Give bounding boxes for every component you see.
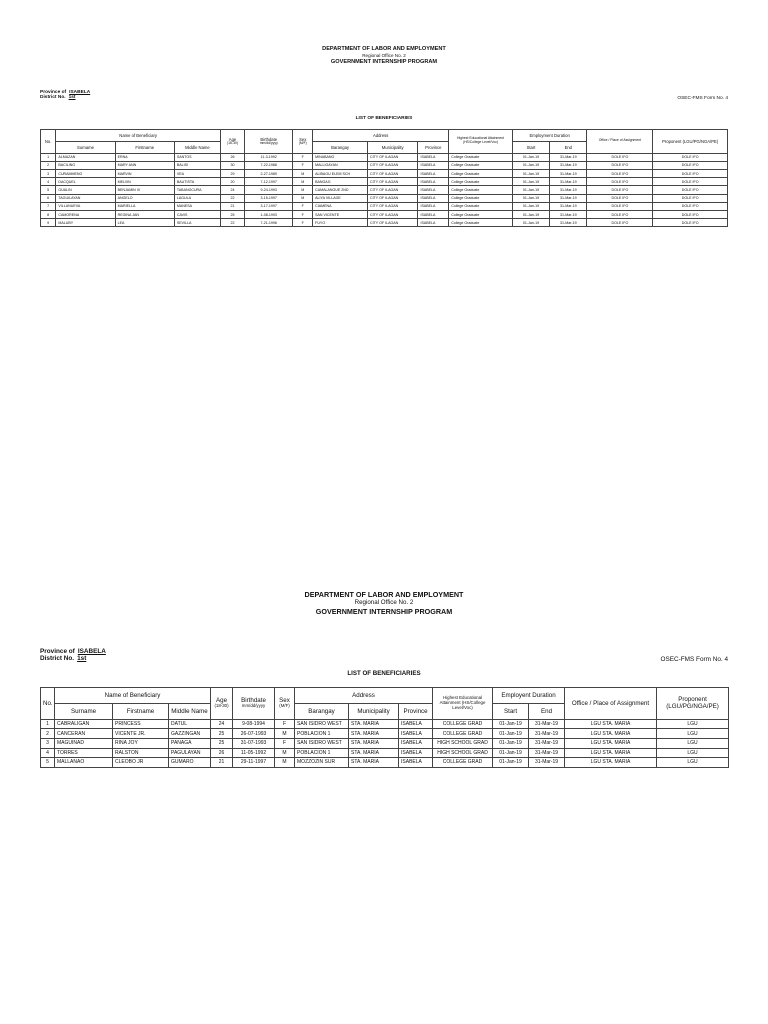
table-cell: MALLANAO <box>55 758 113 768</box>
table-cell: MALUBY <box>56 219 115 227</box>
table-cell: College Graduate <box>449 161 513 169</box>
table-cell: 25 <box>211 729 233 739</box>
col-address: Address <box>295 687 433 703</box>
table-cell: 26 <box>211 748 233 758</box>
table-row <box>41 211 728 219</box>
table-cell: PAGULAYAN <box>169 748 211 758</box>
beneficiary-form-2 <box>40 590 728 768</box>
table-cell: College Graduate <box>449 170 513 178</box>
table-cell: PANAGA <box>169 738 211 748</box>
table-row <box>41 729 729 739</box>
beneficiary-table <box>40 687 729 768</box>
col-province: Province <box>418 141 449 153</box>
table-cell: DOLE IFO <box>587 153 653 161</box>
col-province: Province <box>399 703 433 719</box>
table-cell: ISABELA <box>399 748 433 758</box>
table-cell: 31-Mar-19 <box>529 719 565 729</box>
province-label: Province of <box>40 647 75 655</box>
col-education: Highest Educational Attainment (HS/College Level/Voc) <box>433 687 493 719</box>
table-cell: MINABANG <box>313 153 368 161</box>
table-cell: F <box>275 738 295 748</box>
table-cell: STA. MARIA <box>349 738 399 748</box>
table-cell: 2 <box>41 729 55 739</box>
table-cell: DACQUEL <box>56 178 115 186</box>
table-row <box>41 758 729 768</box>
table-row <box>41 219 728 227</box>
table-cell: CITY OF ILAGAN <box>367 153 417 161</box>
col-start: Start <box>512 141 549 153</box>
table-cell: 7 <box>41 202 56 210</box>
table-cell: M <box>293 186 313 194</box>
table-cell: 31-Mar-19 <box>550 153 587 161</box>
col-name-group: Name of Beneficiary <box>55 687 211 703</box>
table-cell: LGU STA. MARIA <box>565 738 657 748</box>
table-cell: 30 <box>220 161 244 169</box>
col-surname: Surname <box>55 703 113 719</box>
table-cell: PRINCESS <box>113 719 169 729</box>
table-row <box>41 161 728 169</box>
table-row <box>41 186 728 194</box>
table-cell: BENJAMIN III <box>115 186 174 194</box>
col-end: End <box>550 141 587 153</box>
table-cell: 31-Mar-19 <box>529 729 565 739</box>
table-cell: 31-Mar-19 <box>529 738 565 748</box>
province-label: Province of <box>40 89 67 95</box>
table-cell: DOLE IFO <box>587 186 653 194</box>
table-cell: 01-Jan-19 <box>493 729 529 739</box>
table-cell: HIGH SCHOOL GRAD <box>433 748 493 758</box>
table-cell: MELVIN <box>115 178 174 186</box>
department-title: DEPARTMENT OF LABOR AND EMPLOYMENT <box>304 590 464 599</box>
col-address: Address <box>313 129 449 141</box>
table-cell: MARIELLA <box>115 202 174 210</box>
table-cell: DOLE IFO <box>587 178 653 186</box>
table-cell: CITY OF ILAGAN <box>367 219 417 227</box>
table-cell: 01-Jan-19 <box>512 219 549 227</box>
table-cell: F <box>293 161 313 169</box>
table-cell: 29 <box>220 170 244 178</box>
table-cell: ISABELA <box>399 729 433 739</box>
table-cell: DOLE IFO <box>653 202 728 210</box>
table-cell: LGU <box>657 729 729 739</box>
list-title: LIST OF BENEFICIARIES <box>355 115 413 121</box>
form-header <box>40 46 728 66</box>
table-cell: 21 <box>211 758 233 768</box>
table-cell: ANGELO <box>115 194 174 202</box>
table-cell: MARVIN <box>115 170 174 178</box>
table-cell: 7-21-1996 <box>245 219 293 227</box>
table-cell: College Graduate <box>449 211 513 219</box>
col-surname: Surname <box>56 141 115 153</box>
table-row <box>41 719 729 729</box>
table-cell: POBLACION 1 <box>295 729 349 739</box>
table-row <box>41 170 728 178</box>
table-cell: M <box>293 178 313 186</box>
table-cell: CANCERAN <box>55 729 113 739</box>
table-cell: LGU STA. MARIA <box>565 729 657 739</box>
table-cell: 31-Mar-19 <box>529 748 565 758</box>
table-cell: FUYO <box>313 219 368 227</box>
table-cell: DOLE IFO <box>653 161 728 169</box>
table-cell: College Graduate <box>449 186 513 194</box>
col-middle: Middle Name <box>169 703 211 719</box>
table-cell: 01-Jan-19 <box>512 202 549 210</box>
table-cell: STA. MARIA <box>349 719 399 729</box>
table-cell: CITY OF ILAGAN <box>367 161 417 169</box>
beneficiary-table <box>40 129 728 228</box>
table-cell: CAMALANGUE 2ND <box>313 186 368 194</box>
table-cell: ISABELA <box>418 153 449 161</box>
table-cell: ISABELA <box>399 738 433 748</box>
table-cell: CITY OF ILAGAN <box>367 170 417 178</box>
program-title: GOVERNMENT INTERNSHIP PROGRAM <box>330 58 438 65</box>
table-cell: 1 <box>41 719 55 729</box>
table-cell: REGINA JAN <box>115 211 174 219</box>
table-cell: TAGUILAYAN <box>56 194 115 202</box>
table-cell: 31-Mar-19 <box>550 202 587 210</box>
table-cell: 31-Mar-19 <box>529 758 565 768</box>
table-cell: 24 <box>220 186 244 194</box>
table-cell: 31-Mar-19 <box>550 161 587 169</box>
table-cell: 3-17-1997 <box>245 202 293 210</box>
table-cell: 24 <box>211 719 233 729</box>
table-cell: COLLEGE GRAD <box>433 729 493 739</box>
table-cell: CITY OF ILAGAN <box>367 186 417 194</box>
table-cell: 31-Mar-19 <box>550 178 587 186</box>
table-cell: 9-24-1993 <box>245 186 293 194</box>
table-cell: ERNA <box>115 153 174 161</box>
table-cell: DOLE IFO <box>587 211 653 219</box>
table-body <box>41 153 728 227</box>
table-cell: 31-Mar-19 <box>550 170 587 178</box>
col-employment: Employment Duration <box>512 129 587 141</box>
table-cell: M <box>275 729 295 739</box>
table-cell: ISABELA <box>418 186 449 194</box>
table-cell: 9-08-1994 <box>233 719 275 729</box>
table-cell: LGU STA. MARIA <box>565 719 657 729</box>
table-cell: BANGAG <box>313 178 368 186</box>
table-cell: 11-3-1992 <box>245 153 293 161</box>
table-cell: 4 <box>41 178 56 186</box>
beneficiary-form-1 <box>40 46 728 227</box>
table-cell: VICENTE JR. <box>113 729 169 739</box>
table-cell: M <box>275 758 295 768</box>
table-cell: 8 <box>41 211 56 219</box>
col-employment: Employent Duration <box>493 687 565 703</box>
table-cell: M <box>275 748 295 758</box>
table-cell: 1-08-1993 <box>245 211 293 219</box>
table-cell: ALMAZAN <box>56 153 115 161</box>
table-cell: SEVILLA <box>174 219 220 227</box>
table-cell: College Graduate <box>449 153 513 161</box>
table-cell: ISABELA <box>418 161 449 169</box>
table-cell: 01-Jan-19 <box>512 153 549 161</box>
table-cell: DOLE IFO <box>653 170 728 178</box>
col-start: Start <box>493 703 529 719</box>
table-cell: POBLACION 1 <box>295 748 349 758</box>
table-cell: M <box>293 170 313 178</box>
table-cell: CITY OF ILAGAN <box>367 211 417 219</box>
col-proponent: Proponent (LGU/PG/NGA/PE) <box>653 129 728 153</box>
col-sex: Sex (M/F) <box>293 129 313 153</box>
table-cell: 11-05-1992 <box>233 748 275 758</box>
table-body <box>41 719 729 767</box>
table-cell: 9 <box>41 219 56 227</box>
table-cell: DOLE IFO <box>653 194 728 202</box>
table-cell: 01-Jan-19 <box>493 748 529 758</box>
form-header <box>40 590 728 616</box>
table-cell: MARY ANN <box>115 161 174 169</box>
table-cell: DOLE IFO <box>587 202 653 210</box>
table-row <box>41 178 728 186</box>
table-cell: ISABELA <box>418 194 449 202</box>
table-cell: BAUTISTA <box>174 178 220 186</box>
table-cell: 4 <box>41 748 55 758</box>
table-cell: ISABELA <box>418 178 449 186</box>
table-cell: SAN ISIDRO WEST <box>295 719 349 729</box>
table-cell: MOZZOZIN SUR <box>295 758 349 768</box>
table-cell: 6 <box>41 194 56 202</box>
table-cell: STA. MARIA <box>349 758 399 768</box>
table-cell: DOLE IFO <box>653 186 728 194</box>
col-sex: Sex (M/F) <box>275 687 295 719</box>
regional-office: Regional Office No. 2 <box>362 52 406 58</box>
table-cell: 01-Jan-19 <box>512 170 549 178</box>
form-meta <box>40 90 728 114</box>
table-cell: College Graduate <box>449 194 513 202</box>
table-head <box>41 129 728 153</box>
table-row <box>41 153 728 161</box>
table-cell: CLEOBO JR <box>113 758 169 768</box>
table-cell: ALIYA VILLAGE <box>313 194 368 202</box>
table-cell: HIGH SCHOOL GRAD <box>433 738 493 748</box>
table-cell: GAZZINGAN <box>169 729 211 739</box>
table-cell: 2 <box>41 161 56 169</box>
table-cell: 31-Mar-19 <box>550 186 587 194</box>
table-cell: CABRALIGAN <box>55 719 113 729</box>
table-cell: CURAMMENG <box>56 170 115 178</box>
table-cell: CAMORENA <box>56 211 115 219</box>
district-value: 1st <box>77 654 87 662</box>
table-cell: ISABELA <box>399 719 433 729</box>
table-cell: 3 <box>41 170 56 178</box>
col-barangay: Barangay <box>295 703 349 719</box>
table-cell: STA. MARIA <box>349 748 399 758</box>
table-cell: 3-15-1997 <box>245 194 293 202</box>
table-cell: 22 <box>220 219 244 227</box>
province-value: ISABELA <box>69 89 91 95</box>
table-cell: 01-Jan-19 <box>493 738 529 748</box>
table-cell: LGU <box>657 748 729 758</box>
table-cell: LEA <box>115 219 174 227</box>
table-cell: SAN ISIDRO WEST <box>295 738 349 748</box>
department-title: DEPARTMENT OF LABOR AND EMPLOYMENT <box>322 46 446 52</box>
table-cell: F <box>293 202 313 210</box>
table-cell: College Graduate <box>449 202 513 210</box>
col-birthdate: Birthdate mm/dd/yyyy <box>233 687 275 719</box>
table-cell: COLLEGE GRAD <box>433 719 493 729</box>
table-cell: SANTOS <box>174 153 220 161</box>
table-cell: 5 <box>41 758 55 768</box>
table-row <box>41 748 729 758</box>
table-cell: 7-12-1997 <box>245 178 293 186</box>
table-cell: CITY OF ILAGAN <box>367 178 417 186</box>
table-cell: 3 <box>41 738 55 748</box>
district-label: District No. <box>40 654 75 662</box>
table-cell: LAGULA <box>174 194 220 202</box>
table-cell: DOLE IFO <box>653 219 728 227</box>
district-value: 1st <box>68 94 76 100</box>
table-row <box>41 194 728 202</box>
table-cell: 01-Jan-19 <box>512 194 549 202</box>
table-cell: MANESA <box>174 202 220 210</box>
province-value: ISABELA <box>77 647 106 655</box>
table-cell: MAGUINAD <box>55 738 113 748</box>
col-age: Age (18-30) <box>220 129 244 153</box>
col-middle: Middle Name <box>174 141 220 153</box>
table-cell: M <box>293 194 313 202</box>
table-cell: CAVIS <box>174 211 220 219</box>
table-cell: 01-Jan-19 <box>512 186 549 194</box>
col-no: No. <box>41 687 55 719</box>
regional-office: Regional Office No. 2 <box>354 599 414 606</box>
table-cell: 29-11-1997 <box>233 758 275 768</box>
table-cell: LGU <box>657 738 729 748</box>
list-title: LIST OF BENEFICIARIES <box>347 669 421 677</box>
col-end: End <box>529 703 565 719</box>
table-cell: VEA <box>174 170 220 178</box>
col-office: Office / Place of Assignment <box>565 687 657 719</box>
table-cell: 26-07-1993 <box>233 729 275 739</box>
table-cell: DOLE IFO <box>587 194 653 202</box>
program-title: GOVERNMENT INTERNSHIP PROGRAM <box>315 606 453 616</box>
table-cell: GUALIN <box>56 186 115 194</box>
table-cell: ISABELA <box>418 211 449 219</box>
table-cell: 25 <box>220 211 244 219</box>
table-cell: BACILING <box>56 161 115 169</box>
col-age: Age (18-30) <box>211 687 233 719</box>
table-cell: College Graduate <box>449 178 513 186</box>
table-cell: 5 <box>41 186 56 194</box>
form-number: OSEC-FMS Form No. 4 <box>677 95 728 101</box>
table-cell: DATUL <box>169 719 211 729</box>
table-cell: 20 <box>220 178 244 186</box>
table-cell: 01-Jan-19 <box>512 161 549 169</box>
table-cell: ISABELA <box>418 219 449 227</box>
table-cell: TORRES <box>55 748 113 758</box>
table-cell: MALLIGAYAN <box>313 161 368 169</box>
table-cell: RINA JOY <box>113 738 169 748</box>
col-municipality: Municipality <box>349 703 399 719</box>
table-cell: F <box>275 719 295 729</box>
table-cell: DOLE IFO <box>587 161 653 169</box>
table-cell: ALIBAGU ELEM SCH <box>313 170 368 178</box>
table-cell: STA. MARIA <box>349 729 399 739</box>
district-label: District No. <box>40 94 66 100</box>
table-cell: 7-22-1988 <box>245 161 293 169</box>
table-cell: 01-Jan-19 <box>493 719 529 729</box>
table-cell: ISABELA <box>399 758 433 768</box>
table-cell: DOLE IFO <box>587 170 653 178</box>
table-cell: 2-27-1989 <box>245 170 293 178</box>
table-cell: COLLEGE GRAD <box>433 758 493 768</box>
table-cell: DOLE IFO <box>653 211 728 219</box>
table-cell: 01-Jan-19 <box>493 758 529 768</box>
table-cell: F <box>293 211 313 219</box>
col-firstname: Firstname <box>115 141 174 153</box>
table-cell: 01-Jan-19 <box>512 178 549 186</box>
table-row <box>41 738 729 748</box>
table-cell: CITY OF ILAGAN <box>367 194 417 202</box>
table-cell: 21 <box>220 202 244 210</box>
table-cell: 31-Mar-19 <box>550 194 587 202</box>
table-row <box>41 202 728 210</box>
table-cell: DOLE IFO <box>587 219 653 227</box>
col-education: Highest Educational Attainment (HS/College Level/Voc) <box>449 129 513 153</box>
form-meta <box>40 648 728 670</box>
table-cell: CIAMENA <box>313 202 368 210</box>
table-cell: 22 <box>220 194 244 202</box>
table-cell: College Graduate <box>449 219 513 227</box>
table-cell: 01-Jan-19 <box>512 211 549 219</box>
col-municipality: Municipality <box>367 141 417 153</box>
col-barangay: Barangay <box>313 141 368 153</box>
table-cell: RALSTON <box>113 748 169 758</box>
table-cell: 1 <box>41 153 56 161</box>
table-cell: F <box>293 219 313 227</box>
table-cell: ISABELA <box>418 170 449 178</box>
table-cell: CITY OF ILAGAN <box>367 202 417 210</box>
table-cell: ISABELA <box>418 202 449 210</box>
table-cell: 31-Mar-19 <box>550 219 587 227</box>
col-birthdate: Birthdate mm/dd/yyyy <box>245 129 293 153</box>
table-cell: 31-Mar-19 <box>550 211 587 219</box>
table-cell: VILLANUEVA <box>56 202 115 210</box>
table-cell: LGU STA. MARIA <box>565 758 657 768</box>
table-cell: 25 <box>211 738 233 748</box>
table-cell: F <box>293 153 313 161</box>
col-no: No. <box>41 129 56 153</box>
table-cell: DOLE IFO <box>653 178 728 186</box>
table-cell: SAN VICENTE <box>313 211 368 219</box>
table-cell: 26 <box>220 153 244 161</box>
table-cell: LGU STA. MARIA <box>565 748 657 758</box>
col-name-group: Name of Beneficiary <box>56 129 221 141</box>
table-cell: LGU <box>657 719 729 729</box>
table-cell: 31-07-1993 <box>233 738 275 748</box>
table-head <box>41 687 729 719</box>
col-firstname: Firstname <box>113 703 169 719</box>
table-cell: BALISI <box>174 161 220 169</box>
table-cell: TABANGCURA <box>174 186 220 194</box>
form-number: OSEC-FMS Form No. 4 <box>660 655 728 663</box>
table-cell: LGU <box>657 758 729 768</box>
col-proponent: Proponent (LGU/PG/NGA/PE) <box>657 687 729 719</box>
table-cell: DOLE IFO <box>653 153 728 161</box>
col-office: Office / Place of Assignment <box>587 129 653 153</box>
table-cell: GUMARO <box>169 758 211 768</box>
